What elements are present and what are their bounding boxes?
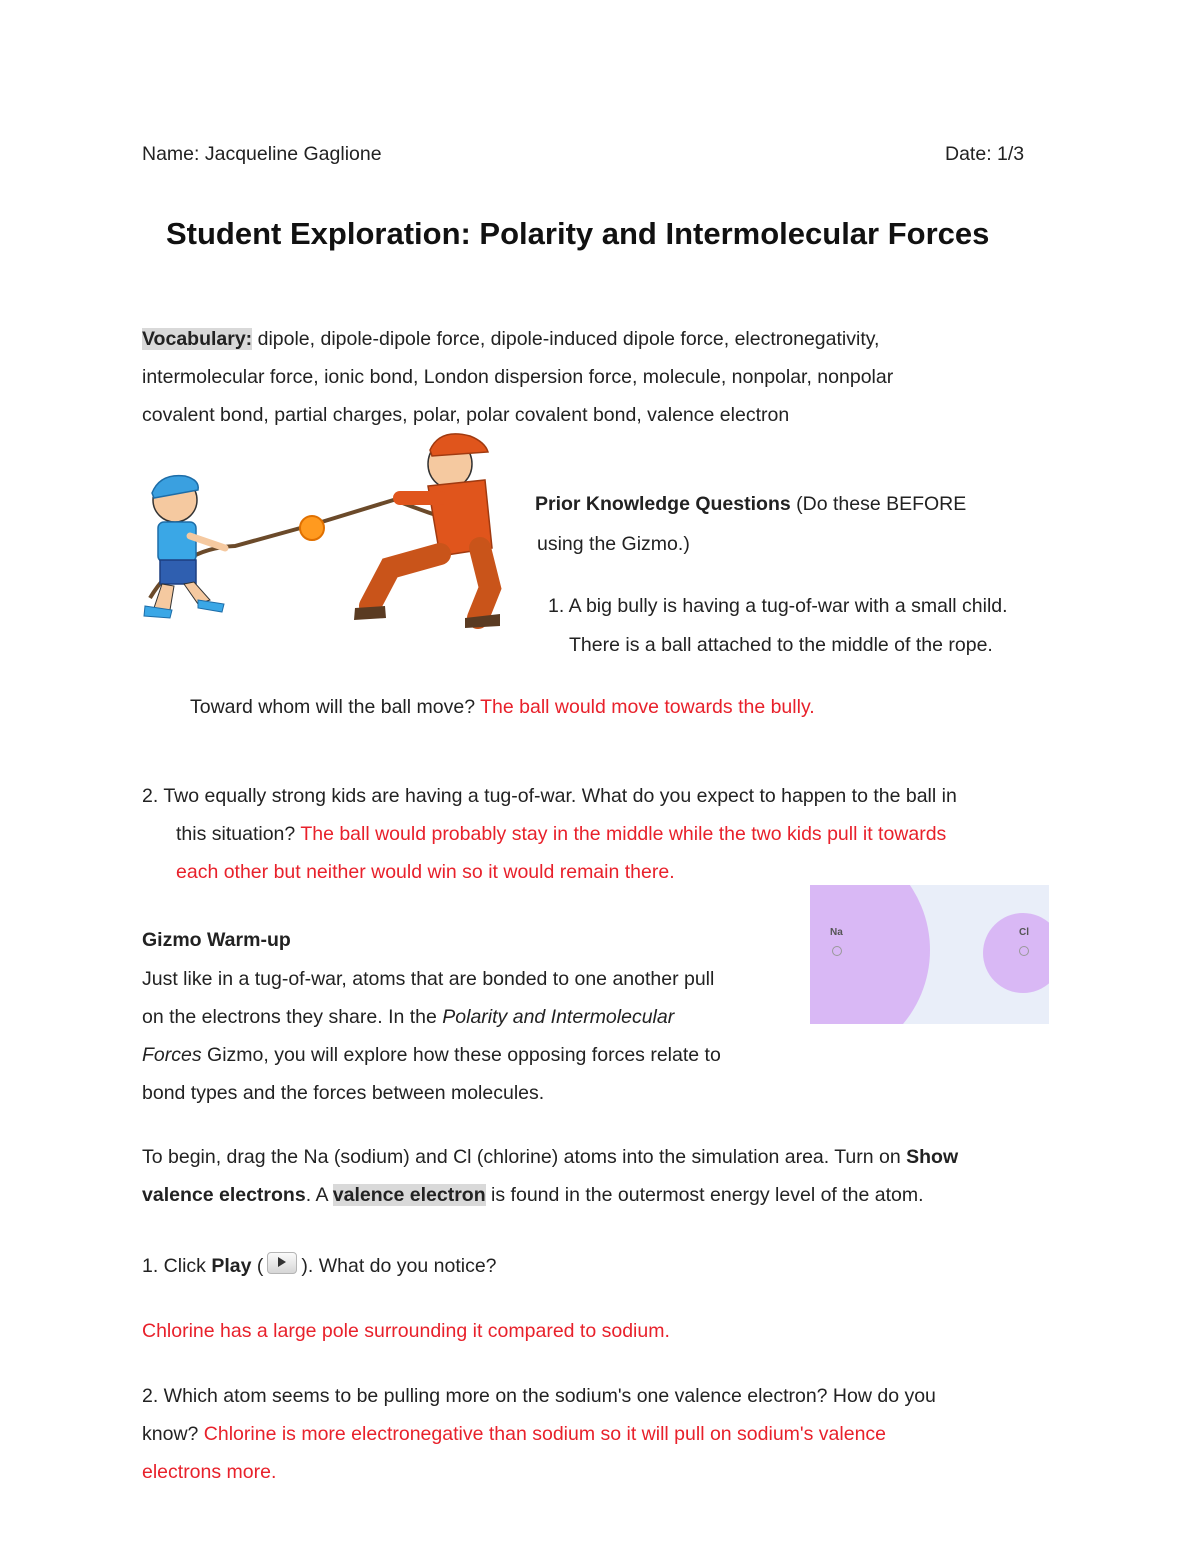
pk-question-2-line-2	[176, 815, 946, 853]
warmup-p1-line-3	[142, 1036, 721, 1074]
vocabulary-line-3: covalent bond, partial charges, polar, polar covalent bond, valence electron	[142, 404, 790, 426]
warmup-q2-prompt: know?	[142, 1423, 204, 1445]
prior-knowledge-heading	[535, 485, 966, 523]
warmup-p1-line-3b: Gizmo, you will explore how these opposing forces relate to	[201, 1044, 721, 1066]
warmup-question-1	[142, 1247, 497, 1285]
cl-atom	[983, 913, 1049, 993]
warmup-q1-play: Play	[211, 1255, 252, 1277]
warmup-q1-d: ). What do you notice?	[301, 1255, 497, 1277]
prior-knowledge-note: (Do these BEFORE	[790, 493, 967, 515]
pk-q1-prompt-text: Toward whom will the ball move?	[190, 696, 481, 718]
warmup-p2-line-1	[142, 1138, 958, 1176]
warmup-p2-line-2	[142, 1176, 924, 1214]
na-label: Na	[830, 927, 843, 938]
pk-q1-answer: The ball would move towards the bully.	[480, 696, 815, 718]
cl-label: Cl	[1019, 927, 1029, 938]
na-electron-marker	[832, 946, 842, 956]
vocabulary-text-1: dipole, dipole-dipole force, dipole-induced dipole force, electronegativity,	[252, 328, 880, 350]
cl-electron-marker	[1019, 946, 1029, 956]
warmup-p2-valence-bold: valence electrons	[142, 1184, 306, 1206]
warmup-q2-line-2	[142, 1415, 886, 1453]
pk-question-2-line-1: 2. Two equally strong kids are having a tug-of-war. What do you expect to happen to the ball in	[142, 785, 957, 807]
pk-q2-prompt: this situation?	[176, 823, 301, 845]
warmup-p1-line-2b: Polarity and Intermolecular	[442, 1006, 675, 1028]
pk-question-1-prompt	[190, 688, 815, 726]
date-value: 1/3	[997, 143, 1025, 165]
prior-knowledge-note-2: using the Gizmo.)	[537, 533, 690, 555]
name-line	[142, 135, 382, 173]
page-title: Student Exploration: Polarity and Intermolecular Forces	[166, 216, 990, 251]
pk-question-1-line-2: There is a ball attached to the middle of the rope.	[569, 634, 993, 656]
warmup-p2-line-2b: . A	[305, 1184, 333, 1206]
warmup-p2-valence-term: valence electron	[332, 1184, 486, 1206]
warmup-heading	[142, 921, 291, 959]
warmup-p2-line-2d: is found in the outermost energy level of the atom.	[485, 1184, 924, 1206]
warmup-p2-show: Show	[906, 1146, 959, 1168]
warmup-q2-answer-2: electrons more.	[142, 1461, 277, 1483]
warmup-q1-c: (	[251, 1255, 264, 1277]
warmup-p1-line-1: Just like in a tug-of-war, atoms that are bonded to one another pull	[142, 968, 715, 990]
warmup-p1-line-3a: Forces	[142, 1044, 202, 1066]
warmup-q1-a: 1. Click	[142, 1255, 212, 1277]
na-atom	[810, 885, 930, 1024]
vocabulary-line-2: intermolecular force, ionic bond, London dispersion force, molecule, nonpolar, nonpolar	[142, 366, 894, 388]
prior-knowledge-title: Prior Knowledge Questions	[535, 493, 791, 515]
warmup-p1-line-2	[142, 998, 674, 1036]
date-line	[945, 135, 1024, 173]
name-value: Jacqueline Gaglione	[204, 143, 382, 165]
vocabulary-line-1	[142, 320, 879, 358]
warmup-title: Gizmo Warm-up	[142, 929, 291, 951]
warmup-q2-line-1: 2. Which atom seems to be pulling more on the sodium's one valence electron? How do you	[142, 1385, 936, 1407]
play-icon[interactable]	[267, 1252, 297, 1274]
simulation-screenshot	[810, 885, 1049, 1024]
warmup-q1-answer: Chlorine has a large pole surrounding it compared to sodium.	[142, 1320, 670, 1342]
warmup-p1-line-4: bond types and the forces between molecules.	[142, 1082, 545, 1104]
pk-question-1-line-1: 1. A big bully is having a tug-of-war with a small child.	[548, 595, 1008, 617]
warmup-p2-line-1a: To begin, drag the Na (sodium) and Cl (chlorine) atoms into the simulation area. Turn on	[142, 1146, 907, 1168]
warmup-p1-line-2a: on the electrons they share. In the	[142, 1006, 443, 1028]
tug-of-war-icon	[140, 428, 505, 633]
warmup-q2-answer-1: Chlorine is more electronegative than sodium so it will pull on sodium's valence	[203, 1423, 887, 1445]
vocabulary-label: Vocabulary:	[142, 328, 253, 350]
pk-q2-answer-1: The ball would probably stay in the middle while the two kids pull it towards	[300, 823, 947, 845]
name-label: Name:	[142, 143, 200, 165]
date-label: Date:	[945, 143, 992, 165]
pk-q2-answer-2: each other but neither would win so it would remain there.	[176, 861, 675, 883]
